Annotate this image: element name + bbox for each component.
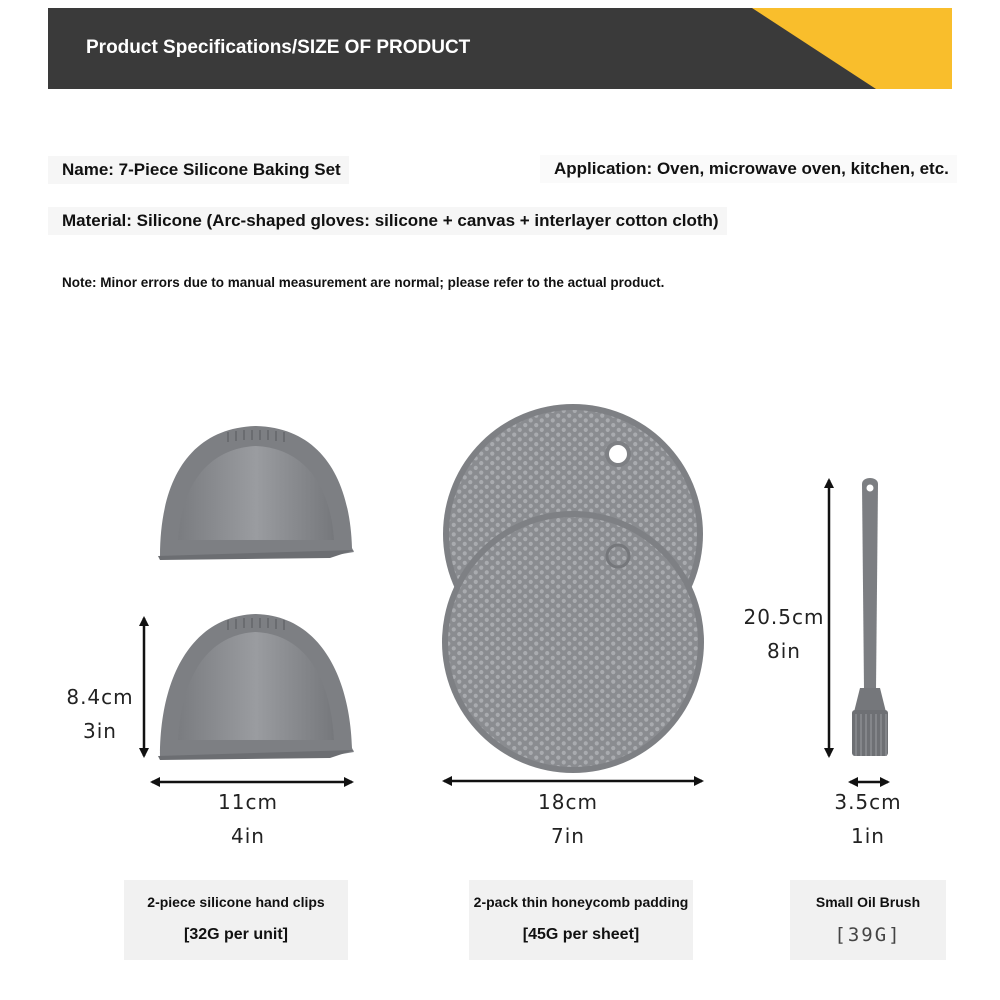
spec-name: Name: 7-Piece Silicone Baking Set: [48, 156, 349, 184]
brush-height-label: 20.5cm 8in: [743, 605, 825, 663]
hand-clips-label-box: [124, 880, 348, 960]
brush-name: Small Oil Brush: [815, 894, 921, 910]
honeycomb-label-box: [469, 880, 693, 960]
hand-clips-name: 2-piece silicone hand clips: [147, 894, 325, 910]
page-title: Product Specifications/SIZE OF PRODUCT: [86, 37, 471, 58]
honeycomb-name: 2-pack thin honeycomb padding: [473, 894, 689, 910]
spec-material: Material: Silicone (Arc-shaped gloves: silicone + canvas + interlayer cotton cloth): [48, 207, 727, 235]
clip-width-label: 11cm 4in: [218, 790, 278, 848]
hand-clip-bottom: [158, 614, 354, 760]
honeycomb-pad-front: [442, 511, 704, 773]
clip-height-label: 8.4cm 3in: [66, 685, 134, 743]
hand-clip-top: [158, 426, 354, 560]
measurement-note: Note: Minor errors due to manual measurement are normal; please refer to the actual product.: [62, 275, 665, 290]
brush-label-box: [790, 880, 946, 960]
pad-width-label: 18cm 7in: [538, 790, 598, 848]
oil-brush: [852, 478, 888, 756]
hand-clips-weight: [32G per unit]: [183, 926, 288, 943]
spec-application: Application: Oven, microwave oven, kitchen, etc.: [540, 155, 957, 183]
brush-weight: [39G]: [834, 924, 902, 946]
brush-width-label: 3.5cm 1in: [834, 790, 902, 848]
honeycomb-weight: [45G per sheet]: [522, 926, 640, 943]
